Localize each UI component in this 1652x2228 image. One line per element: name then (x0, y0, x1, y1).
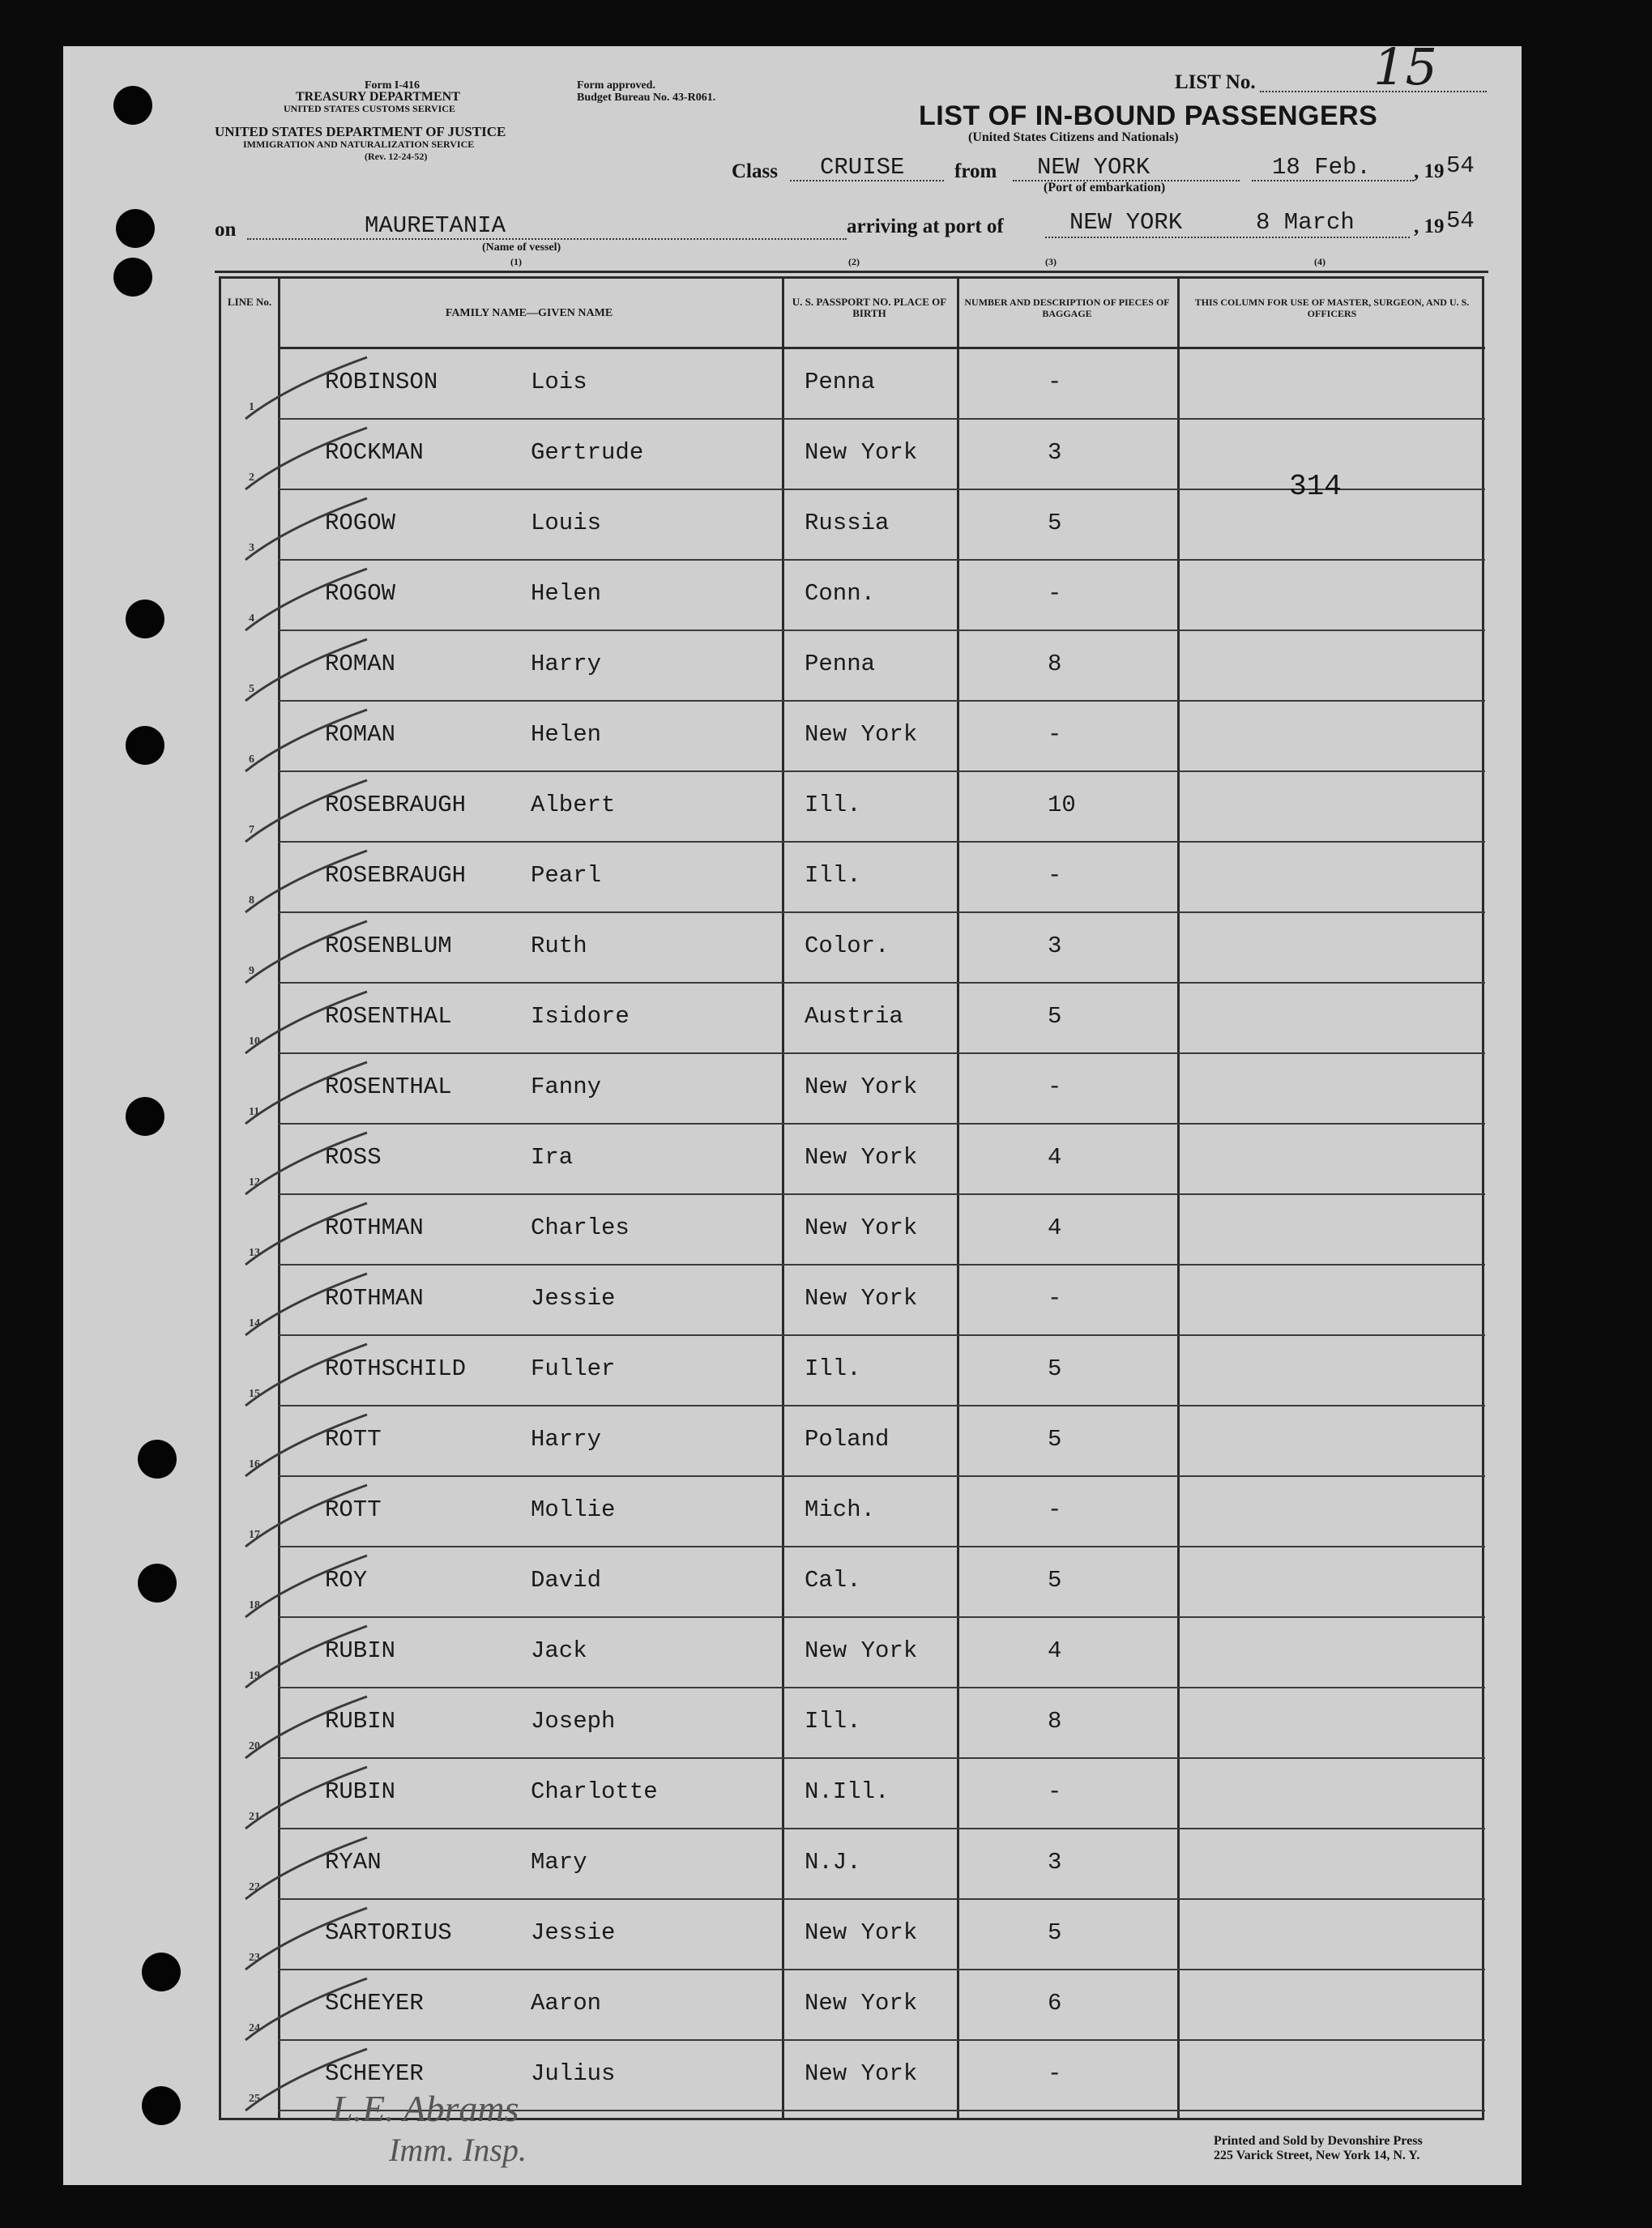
family-name: ROCKMAN (325, 439, 424, 466)
binder-hole (142, 1953, 181, 1991)
arrival-line (1045, 237, 1410, 238)
binder-hole (113, 86, 152, 125)
table-row (221, 1688, 1482, 1759)
given-name: Lois (531, 369, 587, 395)
line-number: 11 (249, 1106, 260, 1118)
column-mark-4: (4) (1314, 256, 1325, 267)
table-row (221, 1054, 1482, 1125)
check-mark (237, 1411, 375, 1484)
check-mark (237, 1905, 375, 1978)
family-name: ROSEBRAUGH (325, 862, 467, 889)
justice-department: UNITED STATES DEPARTMENT OF JUSTICE (215, 124, 506, 139)
check-mark (237, 1975, 375, 2048)
check-mark (237, 1764, 375, 1837)
baggage-count: 5 (1048, 1003, 1062, 1030)
table-row (221, 1125, 1482, 1195)
given-name: Mary (531, 1849, 587, 1876)
line-number: 3 (249, 542, 254, 554)
place-of-birth: Ill. (805, 1355, 861, 1382)
check-mark (237, 847, 375, 920)
line-number: 18 (249, 1599, 260, 1611)
baggage-count: 3 (1048, 933, 1062, 959)
family-name: ROSS (325, 1144, 382, 1171)
line-number: 24 (249, 2022, 260, 2034)
table-row (221, 1829, 1482, 1900)
line-number: 20 (249, 1740, 260, 1752)
check-mark (237, 1834, 375, 1907)
table-row (221, 1759, 1482, 1829)
place-of-birth: New York (805, 1144, 918, 1171)
binder-hole (142, 2086, 181, 2125)
given-name: Gertrude (531, 439, 644, 466)
check-mark (237, 495, 375, 568)
baggage-count: - (1048, 369, 1062, 395)
given-name: Charlotte (531, 1778, 658, 1805)
check-mark (237, 1129, 375, 1202)
baggage-count: - (1048, 1073, 1062, 1100)
line-number: 4 (249, 612, 254, 625)
given-name: Julius (531, 2060, 616, 2087)
family-name: SARTORIUS (325, 1919, 452, 1946)
family-name: SCHEYER (325, 1990, 424, 2017)
check-mark (237, 1200, 375, 1273)
table-row (221, 1900, 1482, 1970)
line-number: 23 (249, 1952, 260, 1964)
baggage-count: 3 (1048, 1849, 1062, 1876)
check-mark (237, 1059, 375, 1132)
family-name: ROGOW (325, 580, 396, 607)
list-no-label: LIST No. (1175, 71, 1256, 93)
table-row (221, 843, 1482, 913)
column-mark-2: (2) (848, 256, 860, 267)
family-name: RUBIN (325, 1637, 396, 1664)
baggage-count: 5 (1048, 1355, 1062, 1382)
given-name: Jessie (531, 1285, 616, 1312)
table-row (221, 349, 1482, 420)
column-mark-3: (3) (1045, 256, 1057, 267)
class-value: CRUISE (820, 154, 905, 181)
given-name: Pearl (531, 862, 602, 889)
baggage-count: - (1048, 862, 1062, 889)
check-mark (237, 425, 375, 497)
table-row (221, 1618, 1482, 1688)
line-number: 5 (249, 683, 254, 695)
check-mark (237, 1482, 375, 1555)
baggage-count: 5 (1048, 510, 1062, 536)
page-title: LIST OF IN-BOUND PASSENGERS (919, 100, 1378, 131)
embarkation-port: NEW YORK (1037, 154, 1150, 181)
table-row (221, 984, 1482, 1054)
departure-date: 18 Feb. (1272, 154, 1371, 181)
place-of-birth: New York (805, 2060, 918, 2087)
line-number: 8 (249, 894, 254, 907)
from-label: from (954, 160, 997, 182)
baggage-count: - (1048, 2060, 1062, 2087)
given-name: Albert (531, 792, 616, 818)
line-number: 6 (249, 753, 254, 766)
line-number: 1 (249, 401, 254, 413)
given-name: Aaron (531, 1990, 602, 2017)
line-number: 2 (249, 472, 254, 484)
given-name: Mollie (531, 1496, 616, 1523)
place-of-birth: Russia (805, 510, 890, 536)
list-no-value: 15 (1373, 37, 1437, 96)
form-approved: Form approved. (577, 79, 655, 92)
binder-hole (138, 1440, 177, 1479)
line-number: 19 (249, 1670, 260, 1682)
binder-hole (126, 726, 164, 765)
departure-year: 54 (1446, 152, 1475, 179)
family-name: ROGOW (325, 510, 396, 536)
check-mark (237, 1270, 375, 1343)
given-name: Ira (531, 1144, 574, 1171)
family-name: ROSEBRAUGH (325, 792, 467, 818)
page-subtitle: (United States Citizens and Nationals) (968, 130, 1179, 144)
place-of-birth: Cal. (805, 1567, 861, 1594)
family-name: RUBIN (325, 1708, 396, 1735)
given-name: Joseph (531, 1708, 616, 1735)
inspector-signature: L.E. Abrams (332, 2088, 519, 2129)
baggage-count: - (1048, 1496, 1062, 1523)
vessel-name: MAURETANIA (365, 212, 506, 239)
baggage-count: 8 (1048, 651, 1062, 677)
form-number: Form I-416 (365, 79, 420, 92)
family-name: ROY (325, 1567, 368, 1594)
family-name: ROTHMAN (325, 1214, 424, 1241)
table-row (221, 631, 1482, 702)
baggage-count: - (1048, 721, 1062, 748)
place-of-birth: Penna (805, 369, 876, 395)
col-header-line-no: LINE No. (227, 296, 272, 308)
arrival-date: 8 March (1256, 209, 1355, 236)
place-of-birth: New York (805, 439, 918, 466)
binder-hole (138, 1564, 177, 1603)
table-row (221, 1195, 1482, 1266)
table-row (221, 1336, 1482, 1406)
col-header-name: FAMILY NAME—GIVEN NAME (445, 307, 613, 319)
officer-note: 314 (1289, 470, 1342, 503)
binder-hole (113, 258, 152, 297)
table-row (221, 561, 1482, 631)
vessel-note: (Name of vessel) (482, 241, 561, 254)
place-of-birth: Ill. (805, 862, 861, 889)
place-of-birth: New York (805, 1214, 918, 1241)
column-mark-1: (1) (510, 256, 522, 267)
line-number: 13 (249, 1247, 260, 1259)
line-number: 17 (249, 1529, 260, 1541)
line-number: 22 (249, 1881, 260, 1893)
table-row (221, 702, 1482, 772)
table-row (221, 1477, 1482, 1547)
baggage-count: - (1048, 1285, 1062, 1312)
place-of-birth: New York (805, 1919, 918, 1946)
check-mark (237, 354, 375, 427)
line-number: 14 (249, 1317, 260, 1330)
family-name: ROTT (325, 1426, 382, 1453)
family-name: RYAN (325, 1849, 382, 1876)
family-name: ROBINSON (325, 369, 438, 395)
embarkation-note: (Port of embarkation) (1044, 181, 1166, 194)
table-row (221, 1547, 1482, 1618)
given-name: Helen (531, 721, 602, 748)
arrival-port: NEW YORK (1069, 209, 1183, 236)
line-number: 15 (249, 1388, 260, 1400)
family-name: ROMAN (325, 721, 396, 748)
line-number: 12 (249, 1176, 260, 1189)
place-of-birth: New York (805, 1637, 918, 1664)
place-of-birth: N.J. (805, 1849, 861, 1876)
family-name: SCHEYER (325, 2060, 424, 2087)
check-mark (237, 1623, 375, 1696)
customs-service: UNITED STATES CUSTOMS SERVICE (284, 103, 455, 114)
binder-hole (126, 600, 164, 638)
inspector-title: Imm. Insp. (389, 2132, 527, 2168)
place-of-birth: New York (805, 721, 918, 748)
header-rule (215, 271, 1488, 273)
baggage-count: 5 (1048, 1919, 1062, 1946)
line-number: 21 (249, 1811, 260, 1823)
table-row (221, 772, 1482, 843)
table-row (221, 1970, 1482, 2041)
ins-service: IMMIGRATION AND NATURALIZATION SERVICE (243, 139, 475, 150)
check-mark (237, 706, 375, 779)
baggage-count: 4 (1048, 1214, 1062, 1241)
family-name: ROTT (325, 1496, 382, 1523)
vessel-line (247, 238, 847, 240)
check-mark (237, 988, 375, 1061)
revision-date: (Rev. 12-24-52) (365, 151, 428, 162)
check-mark (237, 1552, 375, 1625)
place-of-birth: Ill. (805, 1708, 861, 1735)
place-of-birth: Penna (805, 651, 876, 677)
budget-bureau: Budget Bureau No. 43-R061. (577, 92, 716, 104)
family-name: ROMAN (325, 651, 396, 677)
family-name: ROTHSCHILD (325, 1355, 467, 1382)
check-mark (237, 777, 375, 850)
given-name: Louis (531, 510, 602, 536)
place-of-birth: Poland (805, 1426, 890, 1453)
printer-line-1: Printed and Sold by Devonshire Press (1214, 2134, 1423, 2148)
check-mark (237, 566, 375, 638)
class-label: Class (732, 160, 778, 182)
baggage-count: 6 (1048, 1990, 1062, 2017)
table-row (221, 1406, 1482, 1477)
line-number: 25 (249, 2093, 260, 2105)
place-of-birth: Austria (805, 1003, 903, 1030)
place-of-birth: New York (805, 1285, 918, 1312)
baggage-count: - (1048, 1778, 1062, 1805)
place-of-birth: Mich. (805, 1496, 876, 1523)
line-number: 9 (249, 965, 254, 977)
baggage-count: - (1048, 580, 1062, 607)
printer-line-2: 225 Varick Street, New York 14, N. Y. (1214, 2149, 1420, 2162)
place-of-birth: Conn. (805, 580, 876, 607)
given-name: Jack (531, 1637, 587, 1664)
table-row (221, 913, 1482, 984)
given-name: Charles (531, 1214, 630, 1241)
check-mark (237, 918, 375, 991)
baggage-count: 5 (1048, 1567, 1062, 1594)
baggage-count: 4 (1048, 1637, 1062, 1664)
place-of-birth: Color. (805, 933, 890, 959)
baggage-count: 5 (1048, 1426, 1062, 1453)
binder-hole (116, 209, 155, 248)
family-name: ROSENBLUM (325, 933, 452, 959)
given-name: Isidore (531, 1003, 630, 1030)
arriving-label: arriving at port of (847, 216, 1004, 237)
col-header-baggage: NUMBER AND DESCRIPTION OF PIECES OF BAGGAGE (964, 297, 1170, 319)
given-name: Fuller (531, 1355, 616, 1382)
place-of-birth: New York (805, 1073, 918, 1100)
given-name: David (531, 1567, 602, 1594)
binder-hole (126, 1097, 164, 1136)
baggage-count: 8 (1048, 1708, 1062, 1735)
arrival-year: 54 (1446, 207, 1475, 234)
line-number: 10 (249, 1035, 260, 1048)
given-name: Harry (531, 651, 602, 677)
baggage-count: 10 (1048, 792, 1076, 818)
given-name: Fanny (531, 1073, 602, 1100)
family-name: ROSENTHAL (325, 1003, 452, 1030)
check-mark (237, 636, 375, 709)
baggage-count: 3 (1048, 439, 1062, 466)
family-name: ROTHMAN (325, 1285, 424, 1312)
given-name: Jessie (531, 1919, 616, 1946)
departure-year-prefix: , 19 (1414, 160, 1445, 182)
given-name: Ruth (531, 933, 587, 959)
given-name: Harry (531, 1426, 602, 1453)
col-header-passport: U. S. PASSPORT NO. PLACE OF BIRTH (792, 296, 947, 319)
given-name: Helen (531, 580, 602, 607)
check-mark (237, 1693, 375, 1766)
family-name: RUBIN (325, 1778, 396, 1805)
place-of-birth: New York (805, 1990, 918, 2017)
treasury-department: TREASURY DEPARTMENT (296, 90, 460, 104)
col-header-officers: THIS COLUMN FOR USE OF MASTER, SURGEON, AND U. S. OFFICERS (1194, 297, 1470, 319)
on-label: on (215, 219, 237, 241)
line-number: 16 (249, 1458, 260, 1470)
place-of-birth: N.Ill. (805, 1778, 890, 1805)
line-number: 7 (249, 824, 254, 836)
check-mark (237, 1341, 375, 1414)
baggage-count: 4 (1048, 1144, 1062, 1171)
place-of-birth: Ill. (805, 792, 861, 818)
family-name: ROSENTHAL (325, 1073, 452, 1100)
table-row (221, 1266, 1482, 1336)
arrival-year-prefix: , 19 (1414, 216, 1445, 237)
passenger-table (219, 276, 1484, 2120)
